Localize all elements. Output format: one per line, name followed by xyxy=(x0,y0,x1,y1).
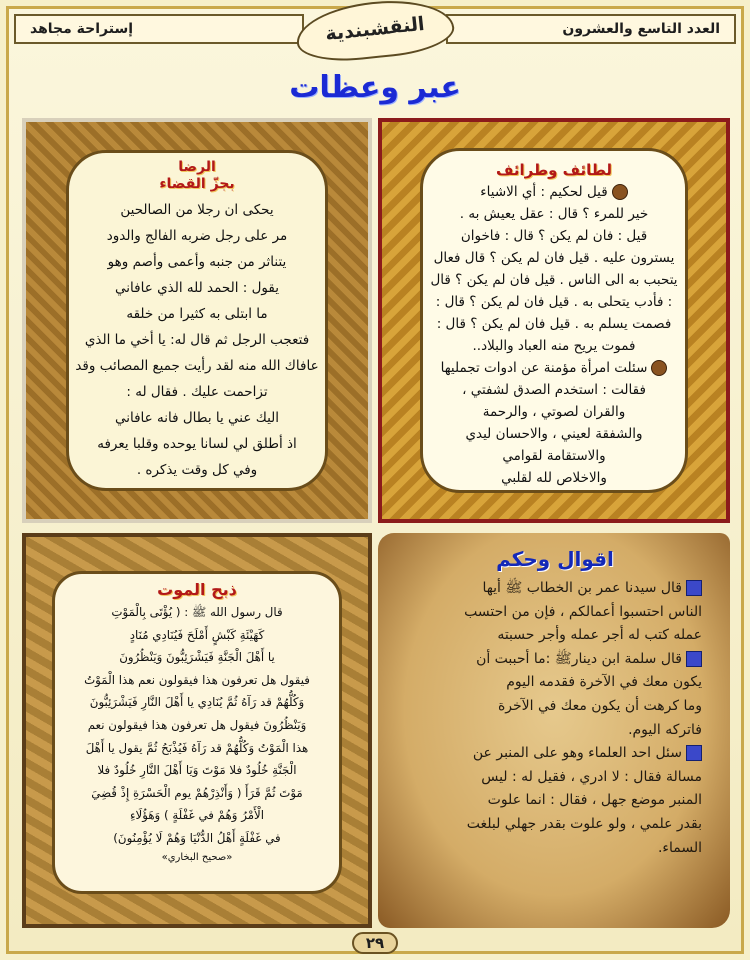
hadith-source: «صحيح البخاري» xyxy=(161,851,233,863)
panel-anecdotes-inner xyxy=(420,148,688,493)
panel-death-slaughter-title: ذبح الموت xyxy=(157,580,237,599)
text-line: في غَفْلَةٍ أَهْلُ الدُّنْيَا وَهُمْ لَا يُؤْمِنُونَ) xyxy=(113,830,281,845)
panel-anecdotes-text xyxy=(423,181,685,489)
text-line: مَوْتَ ثُمَّ قَرَأَ ( وَأَنْذِرْهُمْ يوم الْحَسْرَةِ إِذْ قُضِيَ xyxy=(91,785,303,800)
text-line: السماء. xyxy=(657,839,702,856)
text-line: فتعجب الرجل ثم قال له: يا أخي ما الذي xyxy=(84,332,310,348)
text-line: بقدر علمي ، ولو علوت بقدر جهلي لبلغت xyxy=(466,815,702,832)
text-line: قيل لحكيم : أي الاشياء xyxy=(423,181,685,203)
text-line: يتناثر من جنبه وأعمى وأصم وهو xyxy=(107,254,287,270)
title-line-1: الرضا xyxy=(178,159,216,175)
title-line-2: بجزّ القضاء xyxy=(159,176,235,192)
text-line: فاتركه اليوم. xyxy=(628,721,702,738)
text-line: الناس احتسبوا أعمالكم ، فإن من احتسب xyxy=(464,603,702,620)
text-line: سئلت امرأة مؤمنة عن ادوات تجمليها xyxy=(423,357,685,379)
text-line: كَهَيْئَةِ كَبْشٍ أَمْلَحَ فَيُنَادِي مُنَادٍ xyxy=(129,627,265,642)
text-line: تزاحمت عليك . فقال له : xyxy=(126,384,268,400)
text-line: وفي كل وقت يذكره . xyxy=(136,462,258,478)
text-line: يا أَهْلَ الْجَنَّةِ فَيَشْرَئِبُّونَ وَيَنْظُرُونَ xyxy=(119,650,275,665)
issue-label: العدد التاسع والعشرون xyxy=(446,14,736,44)
text-line: عافاك الله منه لقد رأيت جميع المصائب وقد xyxy=(75,358,319,374)
text-line: يسترون عليه . قيل فان لم يكن ؟ قال فعال xyxy=(433,250,675,266)
text-line: عمله كتب له أجر عمله وأجر حسبته xyxy=(497,627,702,644)
panel-sayings-text xyxy=(400,577,710,860)
text-line: قال رسول الله ﷺ : ( يُؤْتَى بِالْمَوْتِ xyxy=(111,605,283,619)
text-line: فموت يريح منه العباد والبلاد.. xyxy=(472,338,636,354)
panel-sayings-title: اقوال وحكم xyxy=(496,547,614,571)
panel-death-slaughter-text xyxy=(55,601,339,850)
panel-anecdotes xyxy=(378,118,730,523)
text-line: يحكى ان رجلا من الصالحين xyxy=(120,202,274,218)
page-number: ٢٩ xyxy=(352,932,398,954)
text-line: فصمت يسلم به . قيل فان لم يكن ؟ قال : xyxy=(436,316,672,332)
text-line: قال سلمة ابن دينارﷺ :ما أحببت أن xyxy=(408,648,702,672)
text-line: وَيَنْظُرُونَ فيقول هل تعرفون هذا فيقولون نعم xyxy=(87,717,307,732)
text-line: سئل احد العلماء وهو على المنبر عن xyxy=(408,742,702,766)
panel-contentment xyxy=(22,118,372,523)
text-line: يكون معك في الآخرة فقدمه اليوم xyxy=(506,674,702,691)
ornament-icon xyxy=(686,651,702,667)
text-line: والاخلاص لله لقلبي xyxy=(501,470,607,486)
text-line: الْجَنَّةِ خُلُودٌ فلا مَوْتَ وَيَا أَهْلَ النَّارِ خُلُودٌ فلا xyxy=(97,763,297,778)
text-line: خير للمرء ؟ قال : عقل يعيش به . xyxy=(459,206,649,222)
text-line: فيقول هل تعرفون هذا فيقولون نعم هذا الْمَوْتُ xyxy=(84,672,310,687)
text-line: والقران لصوتي ، والرحمة xyxy=(482,404,626,420)
text-line: : فأدب يتحلى به . قيل فان لم يكن ؟ قال : xyxy=(435,294,673,310)
bullet-icon xyxy=(651,360,667,376)
text-line: اذ أطلق لي لسانا يوحده وقلبا يعرفه xyxy=(97,436,297,452)
text-line: الْأَمْرُ وَهُمْ في غَفْلَةٍ ) وَهَؤُلَاءِ xyxy=(129,808,265,823)
panel-death-slaughter-inner xyxy=(52,571,342,894)
text-line: هذا الْمَوْتُ وَكُلُّهُمْ قد رَآهُ فَيُذْبَحُ ثُمَّ يقول يا أَهْلَ xyxy=(85,740,309,755)
text-line: والشفقة لعيني ، والاحسان ليدي xyxy=(465,426,643,442)
text-line: وَكُلُّهُمْ قد رَآهُ ثُمَّ يُنَادِي يا أَهْلَ النَّارِ فَيَشْرَئِبُّونَ xyxy=(89,695,305,710)
text-line: مر على رجل ضربه الفالج والدود xyxy=(106,228,288,244)
text-line: يتحبب به الى الناس . قيل فان لم يكن ؟ قال xyxy=(430,272,678,288)
text-line: والاستقامة لقوامي xyxy=(502,448,606,464)
panel-contentment-title xyxy=(69,159,325,193)
text-line: وما كرهت أن يكون معك في الآخرة xyxy=(497,697,702,714)
text-line: ما ابتلى به كثيرا من خلقه xyxy=(126,306,268,322)
text-line: قال سيدنا عمر بن الخطاب ﷺ أيها xyxy=(408,577,702,601)
panel-anecdotes-title: لطائف وطرائف xyxy=(495,161,612,179)
panel-contentment-inner xyxy=(66,150,328,491)
bullet-icon xyxy=(612,184,628,200)
page-title: عبر وعظات xyxy=(289,70,461,105)
panel-sayings-inner xyxy=(400,545,710,911)
ornament-icon xyxy=(686,580,702,596)
panel-death-slaughter xyxy=(22,533,372,928)
section-label: إستراحة مجاهد xyxy=(14,14,304,44)
text-line: المنبر موضع جهل ، فقال : انما علوت xyxy=(487,792,702,809)
text-line: يقول : الحمد لله الذي عافاني xyxy=(115,280,279,296)
ornament-icon xyxy=(686,745,702,761)
text-line: مسالة فقال : لا ادري ، فقيل له : ليس xyxy=(481,768,702,785)
panel-sayings xyxy=(378,533,730,928)
text-line: قيل : فان لم يكن ؟ قال : فاخوان xyxy=(460,228,648,244)
text-line: فقالت : استخدم الصدق لشفتي ، xyxy=(462,382,646,398)
panel-contentment-text xyxy=(69,197,325,483)
banner-label: النقشبندية xyxy=(294,0,457,66)
text-line: اليك عني يا بطال فانه عافاني xyxy=(114,410,280,426)
